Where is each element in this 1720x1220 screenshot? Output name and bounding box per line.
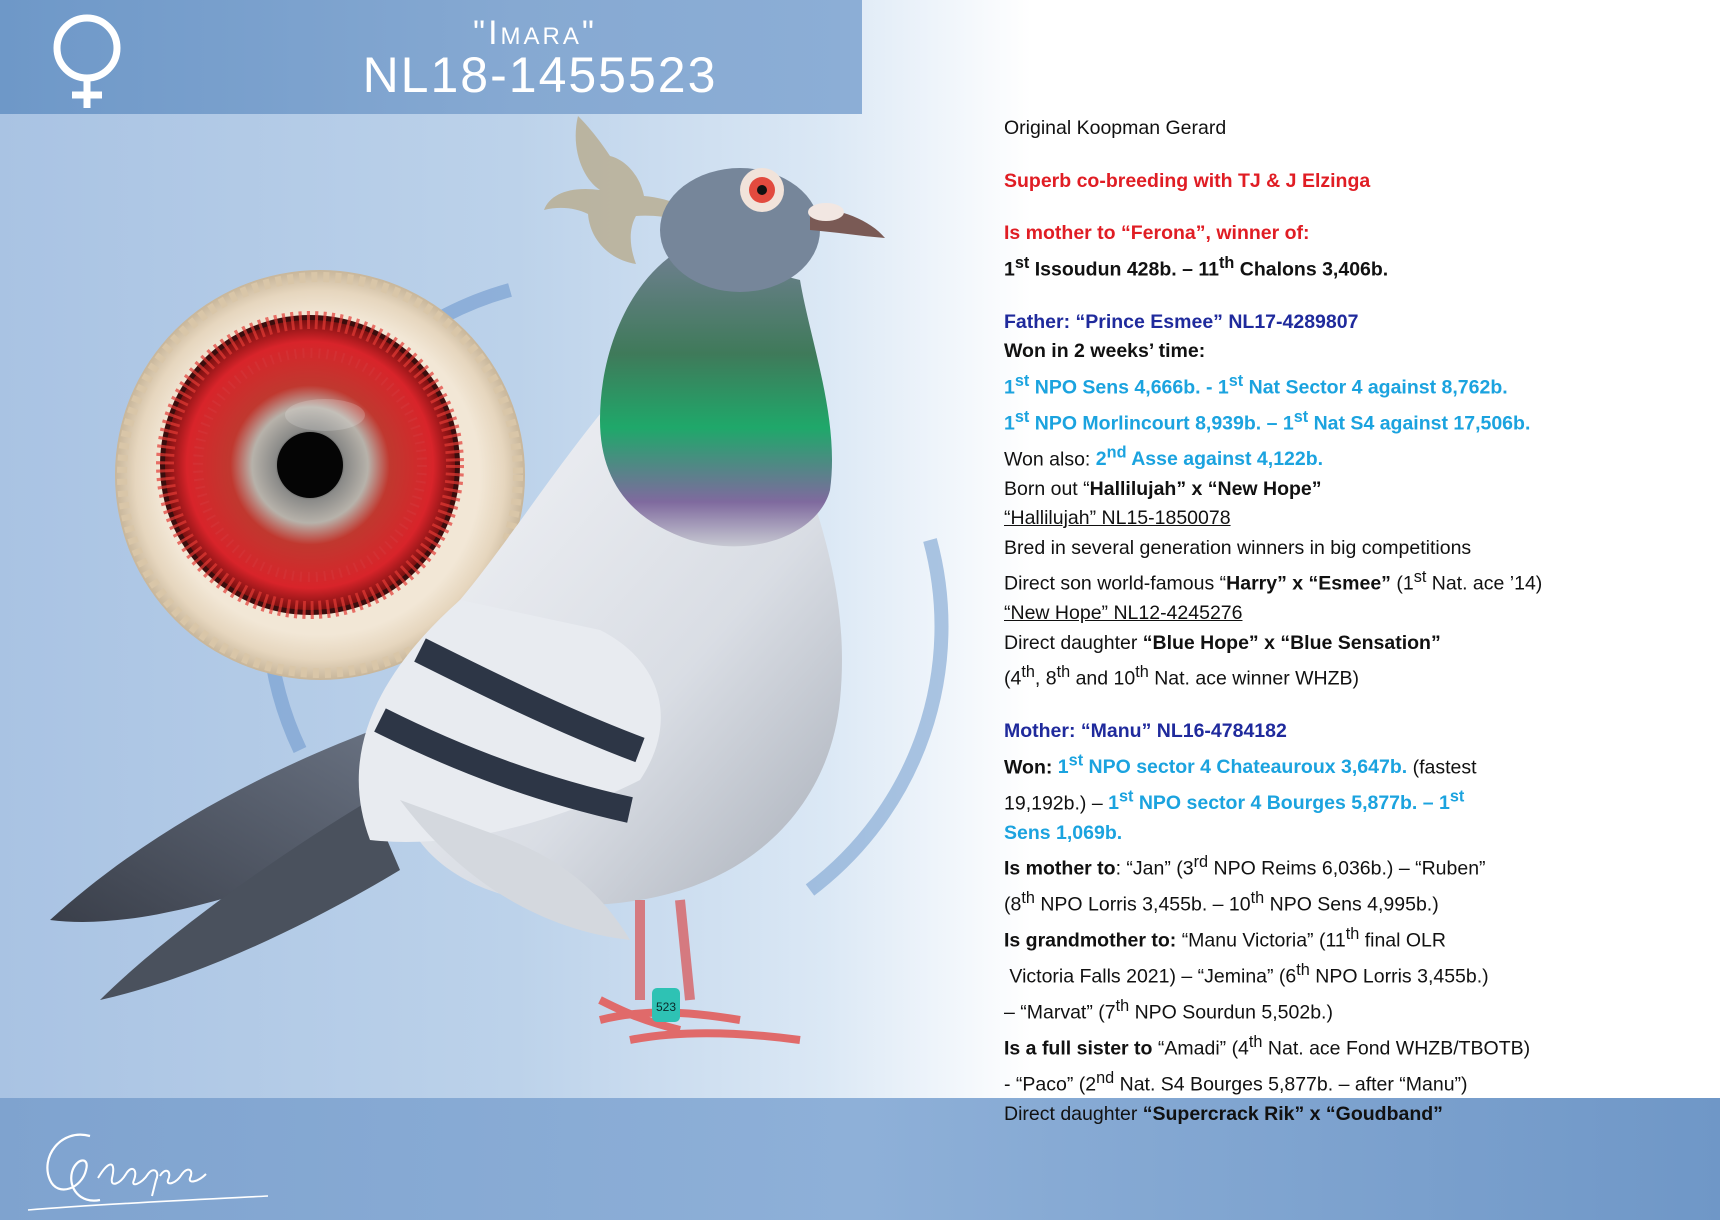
father-result-2: 1st NPO Morlincourt 8,939b. – 1st Nat S4 against 17,506b.	[1004, 407, 1531, 434]
father-title: Father: “Prince Esmee” NL17-4289807	[1004, 310, 1359, 333]
origin-line: Original Koopman Gerard	[1004, 117, 1227, 139]
sire-parents: Direct son world-famous “Harry” x “Esmee” (1st Nat. ace ’14)	[1004, 568, 1543, 595]
father-won-in: Won in 2 weeks’ time:	[1004, 340, 1206, 362]
sire-desc: Bred in several generation winners in big competitions	[1004, 536, 1472, 559]
mother-won-3: Sens 1,069b.	[1004, 821, 1123, 844]
mother-title: Mother: “Manu” NL16-4784182	[1004, 720, 1287, 742]
mother-to-1: Is mother to: “Jan” (3rd NPO Reims 6,036b.) – “Ruben”	[1004, 853, 1486, 880]
father-won-also: Won also: 2nd Asse against 4,122b.	[1004, 443, 1324, 470]
father-born-out: Born out “Hallilujah” x “New Hope”	[1004, 477, 1322, 500]
cobreeding-line: Superb co-breeding with TJ & J Elzinga	[1004, 169, 1371, 192]
father-result-1: 1st NPO Sens 4,666b. - 1st Nat Sector 4 against 8,762b.	[1004, 371, 1508, 398]
mother-to-2: (8th NPO Lorris 3,455b. – 10th NPO Sens 4,995b.)	[1004, 889, 1439, 916]
sister-1: Is a full sister to “Amadi” (4th Nat. ace Fond WHZB/TBOTB)	[1004, 1033, 1531, 1060]
mother-of-results: 1st Issoudun 428b. – 11th Chalons 3,406b.	[1004, 253, 1389, 280]
pigeon-name: "Imara"	[473, 14, 597, 52]
dam-parents: Direct daughter “Blue Hope” x “Blue Sensation”	[1004, 631, 1441, 654]
grandmother-3: – “Marvat” (7th NPO Sourdun 5,502b.)	[1004, 997, 1333, 1024]
grandmother-1: Is grandmother to: “Manu Victoria” (11th final OLR	[1004, 925, 1446, 952]
mother-won-2: 19,192b.) – 1st NPO sector 4 Bourges 5,877b. – 1st	[1004, 787, 1465, 814]
pigeon-photo	[40, 160, 980, 1140]
mother-won-1: Won: 1st NPO sector 4 Chateauroux 3,647b. (fastest	[1004, 751, 1477, 778]
sister-2: - “Paco” (2nd Nat. S4 Bourges 5,877b. – after “Manu”)	[1004, 1069, 1468, 1096]
ring-number: NL18-1455523	[362, 47, 718, 103]
dam-ring: “New Hope” NL12-4245276	[1004, 602, 1243, 624]
mother-of-title: Is mother to “Ferona”, winner of:	[1004, 222, 1310, 244]
pedigree-text	[1004, 114, 1704, 1130]
sire-ring: “Hallilujah” NL15-1850078	[1004, 507, 1231, 529]
mother-parents: Direct daughter “Supercrack Rik” x “Goudband”	[1004, 1103, 1443, 1125]
grandmother-2: Victoria Falls 2021) – “Jemina” (6th NPO Lorris 3,455b.)	[1009, 961, 1489, 988]
dam-ace: (4th, 8th and 10th Nat. ace winner WHZB)	[1004, 663, 1360, 690]
female-symbol-icon	[42, 10, 132, 110]
leg-ring-text: 523	[655, 1000, 677, 1014]
